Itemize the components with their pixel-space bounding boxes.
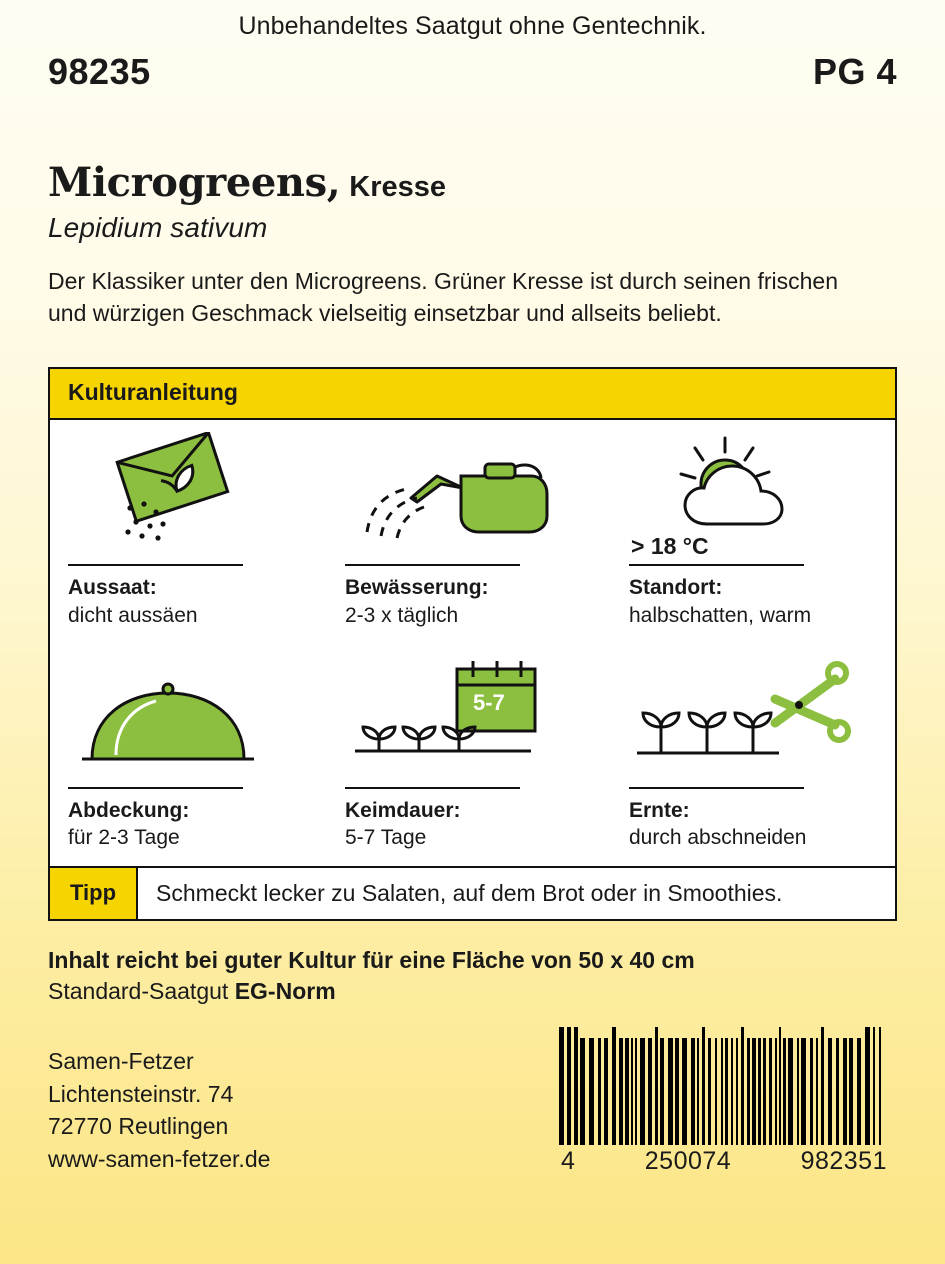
tip-label: Tipp <box>50 868 138 919</box>
address-and-barcode <box>48 1027 897 1176</box>
germination-days-badge: 5-7 <box>473 690 505 716</box>
culture-cell-sowing <box>50 420 327 643</box>
barcode-digit-group-3: 982351 <box>800 1146 887 1175</box>
cell-rule <box>68 787 243 789</box>
barcode <box>559 1027 889 1176</box>
cell-rule <box>68 564 243 566</box>
cell-rule <box>629 564 804 566</box>
coverage-area-line: Inhalt reicht bei guter Kultur für eine Fläche von 50 x 40 cm <box>48 946 695 973</box>
seed-norm-line <box>48 978 897 1005</box>
cover-label: Abdeckung: <box>68 799 190 823</box>
barcode-digit-group-2: 250074 <box>644 1146 732 1175</box>
calendar-seedling-icon <box>345 655 595 787</box>
title-block <box>48 159 897 329</box>
company-city: 72770 Reutlingen <box>48 1113 229 1140</box>
culture-heading: Kulturanleitung <box>50 369 895 420</box>
product-title-variety: Kresse <box>349 171 447 203</box>
harvest-label: Ernte: <box>629 799 690 823</box>
watering-value: 2-3 x täglich <box>345 603 459 627</box>
product-title <box>48 159 897 206</box>
watering-label: Bewässerung: <box>345 576 489 600</box>
barcode-digits <box>559 1147 889 1176</box>
tip-text: Schmeckt lecker zu Salaten, auf dem Brot oder in Smoothies. <box>156 879 783 906</box>
sowing-value: dicht aussäen <box>68 603 198 627</box>
product-description: Der Klassiker unter den Microgreens. Grüner Kresse ist durch seinen frischen und würzigen Geschmack vielseitig einsetzbar und allseits beliebt. <box>48 268 839 326</box>
latin-name: Lepidium sativum <box>48 212 268 243</box>
company-address <box>48 1045 270 1176</box>
scissors-harvest-icon <box>629 655 879 787</box>
price-group: PG 4 <box>812 51 897 92</box>
culture-cell-location <box>611 420 895 643</box>
cell-rule <box>345 564 520 566</box>
footer <box>48 947 897 1176</box>
untreated-seed-note: Unbehandeltes Saatgut ohne Gentechnik. <box>238 12 707 40</box>
seed-norm-prefix: Standard-Saatgut <box>48 977 235 1004</box>
seed-packet-sowing-icon <box>68 432 311 564</box>
sun-cloud-icon <box>629 432 879 564</box>
cover-value: für 2-3 Tage <box>68 826 180 850</box>
company-name: Samen-Fetzer <box>48 1048 194 1075</box>
watering-can-icon <box>345 432 595 564</box>
barcode-digit-group-1: 4 <box>561 1146 576 1175</box>
germination-value: 5-7 Tage <box>345 826 427 850</box>
barcode-bars <box>559 1027 889 1145</box>
company-website: www-samen-fetzer.de <box>48 1146 271 1172</box>
seed-norm-value: EG-Norm <box>234 977 336 1004</box>
culture-instructions-table <box>48 367 897 920</box>
culture-cell-cover <box>50 643 327 866</box>
location-value: halbschatten, warm <box>629 603 812 627</box>
cover-dome-icon <box>68 655 311 787</box>
company-street: Lichtensteinstr. 74 <box>48 1080 234 1107</box>
product-title-main: Microgreens, <box>48 159 341 206</box>
culture-cell-harvest <box>611 643 895 866</box>
tip-row <box>50 866 895 919</box>
cell-rule <box>629 787 804 789</box>
culture-grid-row-2 <box>50 643 895 866</box>
cell-rule <box>345 787 520 789</box>
location-temperature-badge: > 18 °C <box>631 533 709 560</box>
harvest-value: durch abschneiden <box>629 826 807 850</box>
germination-label: Keimdauer: <box>345 799 461 823</box>
culture-grid-row-1 <box>50 420 895 643</box>
culture-cell-watering <box>327 420 611 643</box>
sowing-label: Aussaat: <box>68 576 157 600</box>
culture-cell-germination <box>327 643 611 866</box>
location-label: Standort: <box>629 576 723 600</box>
code-row <box>48 51 897 93</box>
article-number: 98235 <box>48 51 151 92</box>
